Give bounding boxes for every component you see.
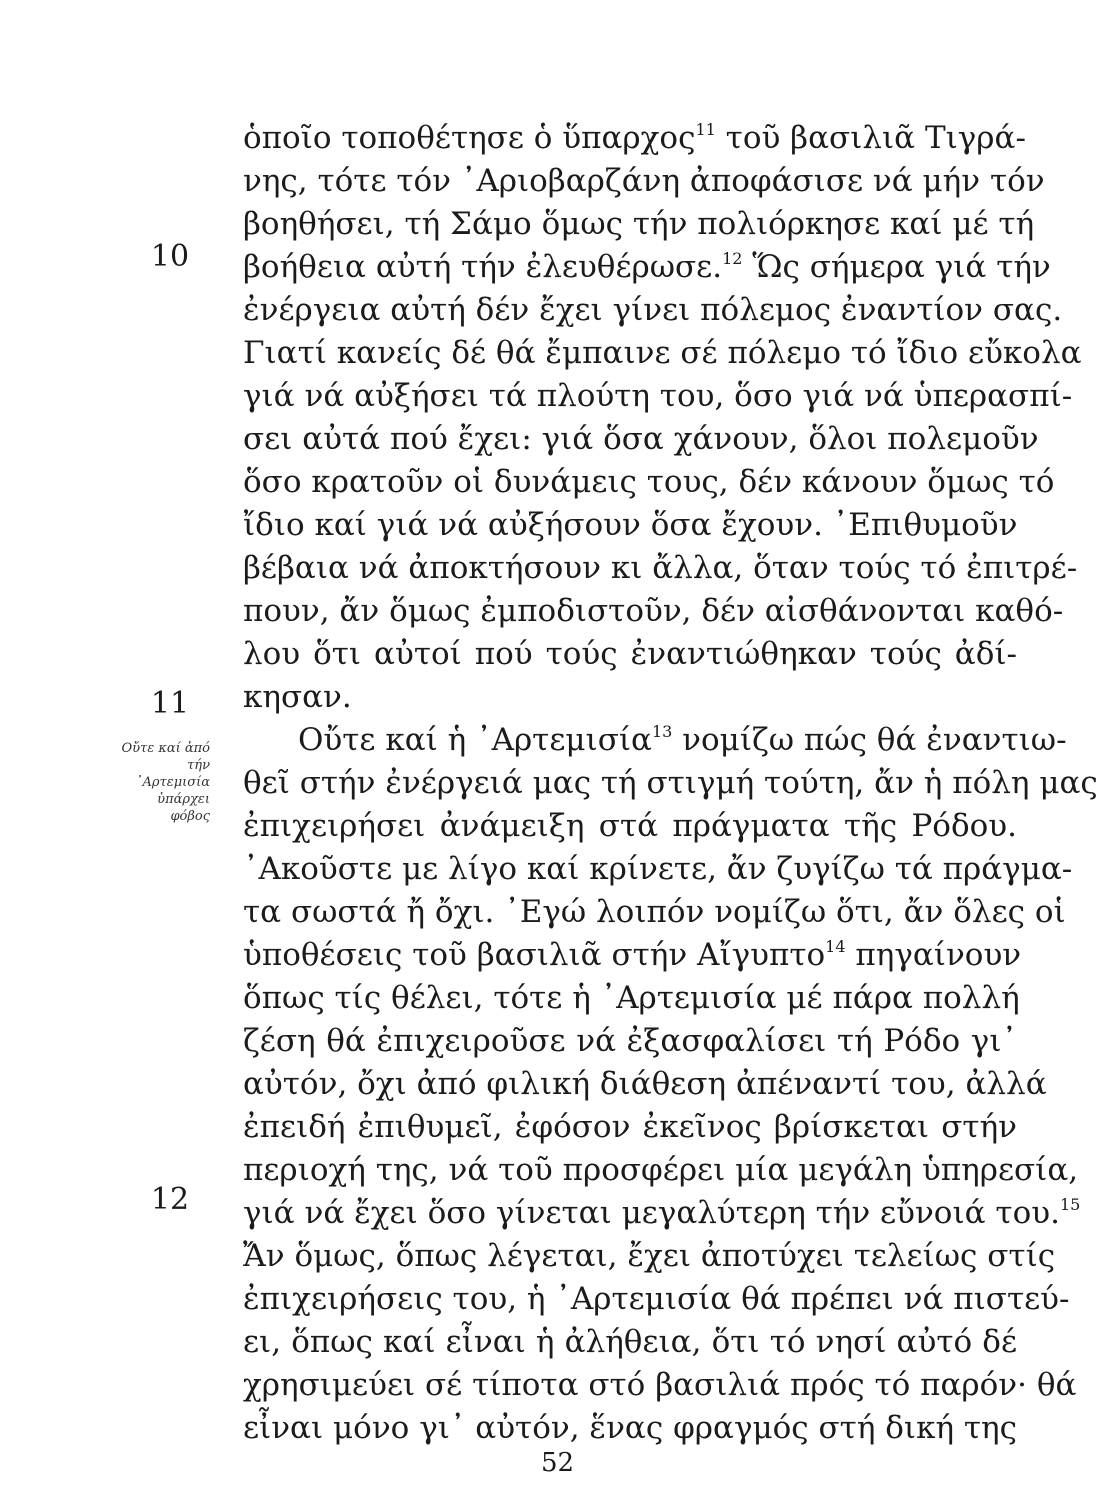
text-line: ἐνέργεια αὐτή δέν ἔχει γίνει πόλεμος ἐναντίον σας. [243, 292, 1063, 328]
text-line: ὅσο κρατοῦν οἱ δυνάμεις τους, δέν κάνουν ὅμως τό [243, 464, 1055, 500]
text-line: ὅπως τίς θέλει, τότε ἡ ᾿Αρτεμισία μέ πάρα πολλή [243, 980, 1020, 1016]
side-note-line: Οὔτε καί ἀπό [121, 741, 210, 756]
text-line: ὑποθέσεις τοῦ βασιλιᾶ στήν Αἴγυπτο$^{14}$ πηγαίνουν [243, 937, 1022, 973]
side-note-line: φόβος [170, 809, 210, 824]
footnote-ref: 13 [651, 722, 673, 741]
text-line: ἴδιο καί γιά νά αὐξήσουν ὅσα ἔχουν. ᾿Επιθυμοῦν [243, 507, 1018, 543]
text-line: τα σωστά ἤ ὄχι. ᾿Εγώ λοιπόν νομίζω ὅτι, ἄν ὅλες οἱ [243, 894, 1066, 930]
text-line: χρησιμεύει σέ τίποτα στό βασιλιά πρός τό παρόν· θά [243, 1367, 1077, 1403]
footnote-ref: 11 [695, 120, 716, 139]
text-line: λου ὅτι αὐτοί πού τούς ἐναντιώθηκαν τούς ἀδί- [243, 636, 1017, 672]
text-line: βοήθεια αὐτή τήν ἐλευθέρωσε.$^{12}$ Ὥς σήμερα γιά τήν [243, 249, 1051, 285]
text-line: θεῖ στήν ἐνέργειά μας τή στιγμή τούτη, ἄν ἡ πόλη μας [243, 765, 1098, 801]
text-line: ζέση θά ἐπιχειροῦσε νά ἐξασφαλίσει τή Ρόδο γι᾿ [243, 1023, 1017, 1059]
text-line: Οὔτε καί ἡ ᾿Αρτεμισία$^{13}$ νομίζω πώς θά ἐναντιω- [298, 722, 1067, 758]
text-line: αὐτόν, ὄχι ἀπό φιλική διάθεση ἀπέναντί του, ἀλλά [243, 1066, 1047, 1102]
section-number-12: 12 [150, 1182, 190, 1217]
text-line: ει, ὅπως καί εἶναι ἡ ἀλήθεια, ὅτι τό νησί αὐτό δέ [243, 1324, 1017, 1360]
text-line: ὁποῖο τοποθέτησε ὁ ὕπαρχος$^{11}$ τοῦ βασιλιᾶ Τιγρά- [243, 120, 1026, 156]
text-line: περιοχή της, νά τοῦ προσφέρει μία μεγάλη ὑπηρεσία, [243, 1152, 1079, 1188]
section-number-10: 10 [150, 239, 190, 274]
text-line: Γιατί κανείς δέ θά ἔμπαινε σέ πόλεμο τό ἴδιο εὔκολα [243, 335, 1082, 371]
text-line: Ἄν ὅμως, ὅπως λέγεται, ἔχει ἀποτύχει τελείως στίς [243, 1238, 1056, 1274]
text-line: βοηθήσει, τή Σάμο ὅμως τήν πολιόρκησε καί μέ τή [243, 206, 1035, 242]
section-number-11: 11 [150, 686, 190, 721]
footnote-ref: 12 [722, 249, 743, 268]
side-note-line: ᾿Αρτεμισία [136, 775, 210, 790]
footnote-ref: 14 [825, 937, 846, 956]
text-line: γιά νά αὐξήσει τά πλούτη του, ὅσο γιά νά ὑπερασπί- [243, 378, 1073, 414]
text-line: ἐπιχειρήσεις του, ἡ ᾿Αρτεμισία θά πρέπει νά πιστεύ- [243, 1281, 1070, 1317]
footnote-ref: 15 [1059, 1195, 1081, 1214]
text-line: ἐπιχειρήσει ἀνάμειξη στά πράγματα τῆς Ρόδου. [243, 808, 1017, 844]
text-line: νης, τότε τόν ᾿Αριοβαρζάνη ἀποφάσισε νά μήν τόν [243, 163, 1045, 199]
margin-side-note [50, 740, 210, 825]
text-line: κησαν. [243, 679, 352, 715]
text-line: σει αὐτά πού ἔχει: γιά ὅσα χάνουν, ὅλοι πολεμοῦν [243, 421, 1039, 457]
text-line: γιά νά ἔχει ὅσο γίνεται μεγαλύτερη τήν εὔνοιά του.$^{15}$ [243, 1195, 1081, 1231]
page-number: 52 [540, 1448, 575, 1478]
side-note-line: ὑπάρχει [157, 792, 210, 807]
text-line: ἐπειδή ἐπιθυμεῖ, ἐφόσον ἐκεῖνος βρίσκεται στήν [243, 1109, 1017, 1145]
text-line: ᾿Ακοῦστε με λίγο καί κρίνετε, ἄν ζυγίζω τά πράγμα- [243, 851, 1073, 887]
text-line: εἶναι μόνο γι᾿ αὐτόν, ἕνας φραγμός στή δική της [243, 1410, 1017, 1446]
text-line: πουν, ἄν ὅμως ἐμποδιστοῦν, δέν αἰσθάνονται καθό- [243, 593, 1064, 629]
side-note-line: τήν [187, 758, 210, 773]
text-line: βέβαια νά ἀποκτήσουν κι ἄλλα, ὅταν τούς τό ἐπιτρέ- [243, 550, 1078, 586]
